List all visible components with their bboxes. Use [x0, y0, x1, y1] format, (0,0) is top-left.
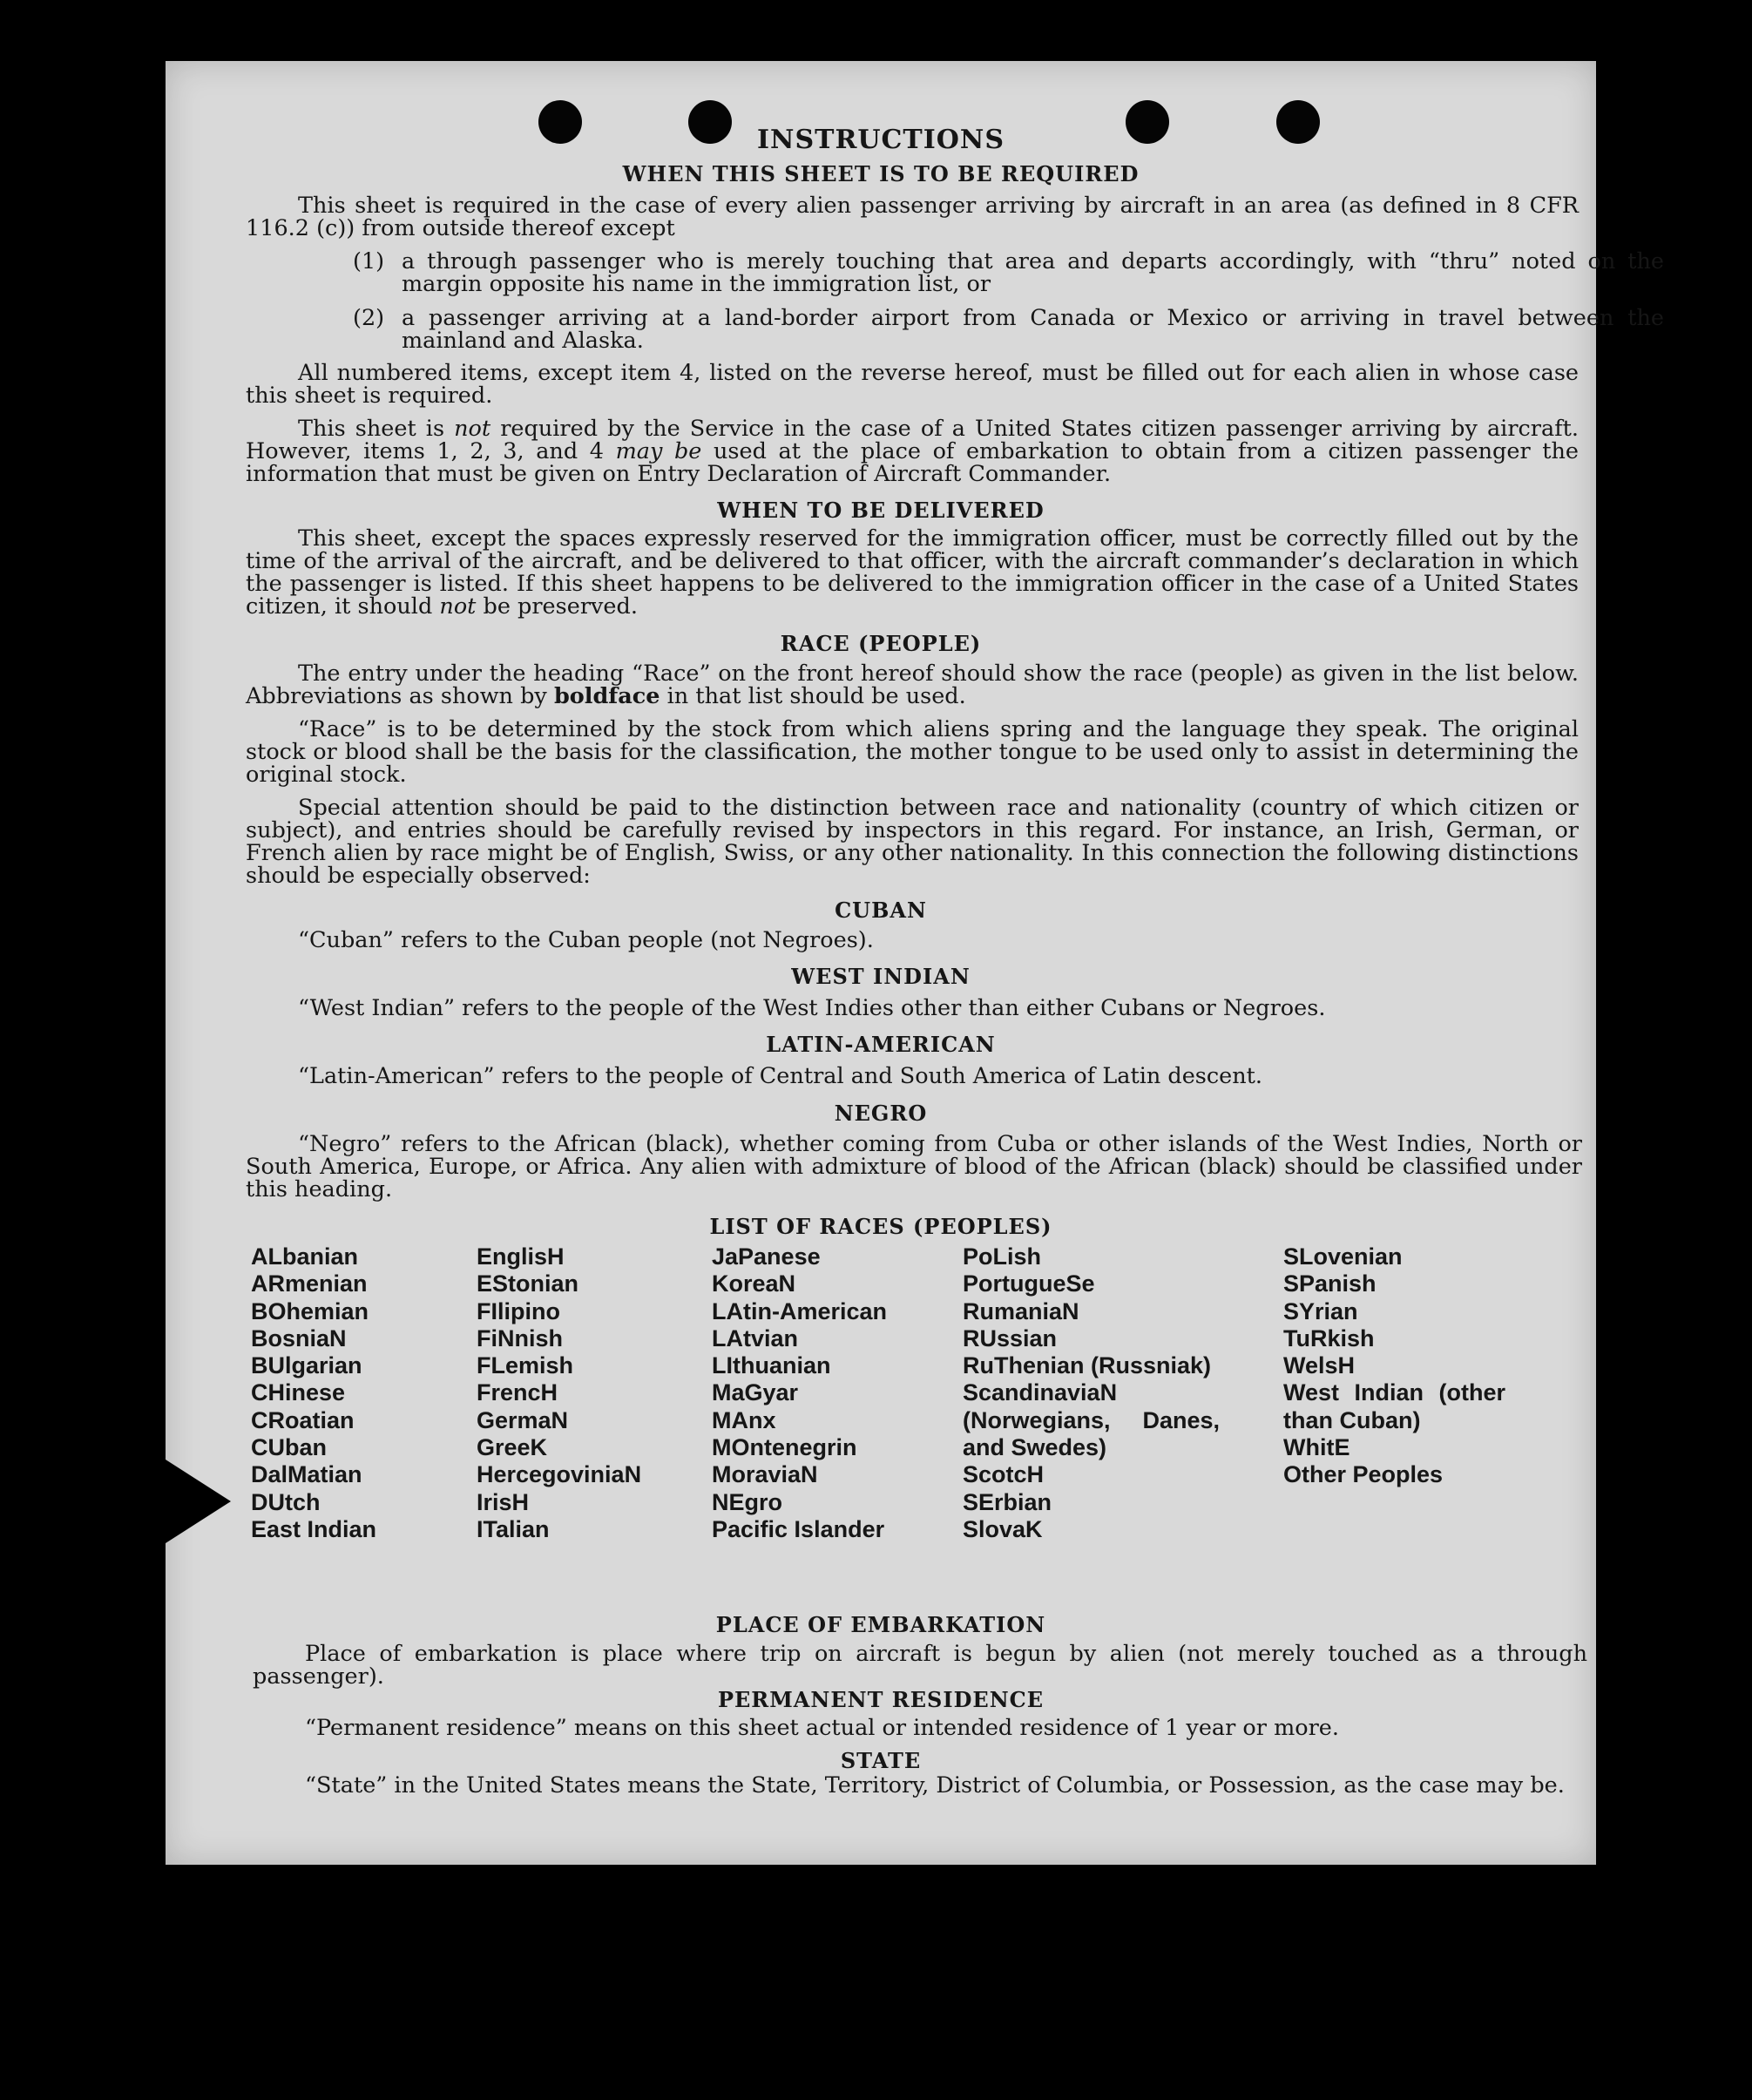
race-entry: MAnx — [712, 1406, 776, 1433]
paragraph: This sheet is not required by the Service in the case of a United States citizen passenger arriving by aircraft. However, items 1, 2, 3, and 4 may be used at the place of embarkation to obtain from a citizen passenger the information that must be given on Entry Declaration of Aircraft Commander. — [246, 416, 1579, 487]
race-entry: EnglisH — [477, 1243, 565, 1270]
race-list-column-5 — [1283, 1243, 1505, 1489]
paragraph: This sheet is required in the case of every alien passenger arriving by aircraft in an area (as defined in 8 CFR 116.2 (c)) from outside thereof except — [246, 193, 1579, 241]
race-entry: DUtch — [251, 1488, 321, 1515]
race-entry: RUssian — [963, 1324, 1058, 1351]
paragraph: Place of embarkation is place where trip on aircraft is begun by alien (not merely touched as a through passenger). — [253, 1641, 1587, 1690]
paragraph: “Negro” refers to the African (black), whether coming from Cuba or other islands of the West Indies, North or South America, Europe, or Africa. Any alien with admixture of blood of the African (black) should be classified under this heading. — [246, 1131, 1582, 1202]
paragraph: “Race” is to be determined by the stock from which aliens spring and the language they speak. The original stock or blood shall be the basis for the classification, the mother tongue to be used only to assist in determining the original stock. — [246, 716, 1579, 788]
race-entry: CRoatian — [251, 1406, 355, 1433]
race-entry: SPanish — [1283, 1270, 1377, 1297]
race-entry: East Indian — [251, 1515, 377, 1542]
race-entry: HercegoviniaN — [477, 1461, 642, 1488]
race-list-column-1 — [251, 1243, 460, 1543]
race-entry: RumaniaN — [963, 1297, 1079, 1324]
race-entry: WelsH — [1283, 1352, 1356, 1379]
race-entry: IrisH — [477, 1488, 530, 1515]
race-entry: ScandinaviaN (Norwegians, Danes, and Swedes) — [963, 1379, 1220, 1461]
race-list-column-3 — [712, 1243, 947, 1543]
race-entry: DalMatian — [251, 1461, 362, 1488]
race-entry: JaPanese — [712, 1243, 821, 1270]
section-heading: STATE — [840, 1748, 922, 1773]
section-heading: WHEN THIS SHEET IS TO BE REQUIRED — [622, 161, 1140, 186]
paragraph: “Latin-American” refers to the people of Central and South America of Latin descent. — [298, 1063, 1263, 1089]
race-entry: BosniaN — [251, 1324, 347, 1351]
race-entry: PortugueSe — [963, 1270, 1095, 1297]
race-entry: West Indian (other than Cuban) — [1283, 1379, 1505, 1433]
race-entry: MoraviaN — [712, 1461, 818, 1488]
race-entry: BOhemian — [251, 1297, 369, 1324]
race-entry: CUban — [251, 1434, 327, 1461]
section-heading: PLACE OF EMBARKATION — [715, 1612, 1046, 1637]
paragraph: All numbered items, except item 4, listed on the reverse hereof, must be filled out for each alien in whose case this sheet is required. — [246, 360, 1579, 409]
race-entry: FIlipino — [477, 1297, 560, 1324]
race-entry: RuThenian (Russniak) — [963, 1352, 1212, 1379]
paragraph: “West Indian” refers to the people of the West Indies other than either Cubans or Negroes. — [298, 995, 1326, 1021]
race-entry: LIthuanian — [712, 1352, 831, 1379]
instructions-text — [166, 61, 1664, 1865]
paragraph: This sheet, except the spaces expressly reserved for the immigration officer, must be correctly filled out by the time of the arrival of the aircraft, and be delivered to that officer, with the aircraft commander’s declaration in which the passenger is listed. If this sheet happens to be delivered to the immigration officer in the case of a United States citizen, it should not be preserved. — [246, 525, 1579, 620]
paragraph: “Permanent residence” means on this sheet actual or intended residence of 1 year or more. — [305, 1715, 1339, 1741]
section-heading: WHEN TO BE DELIVERED — [717, 498, 1045, 523]
race-entry: ITalian — [477, 1515, 550, 1542]
race-entry: GreeK — [477, 1434, 548, 1461]
race-entry: WhitE — [1283, 1434, 1350, 1461]
race-entry: BUlgarian — [251, 1352, 362, 1379]
race-entry: ScotcH — [963, 1461, 1045, 1488]
race-entry: ALbanian — [251, 1243, 359, 1270]
race-entry: NEgro — [712, 1488, 782, 1515]
paragraph: Special attention should be paid to the distinction between race and nationality (country of which citizen or subject), and entries should be carefully revised by inspectors in this regard. For instance, an Irish, German, or French alien by race might be of English, Swiss, or any other nationality. In this connection the following distinctions should be especially observed: — [246, 795, 1579, 889]
section-heading: LIST OF RACES (PEOPLES) — [709, 1214, 1052, 1239]
race-list-column-4 — [963, 1243, 1220, 1543]
race-entry: EStonian — [477, 1270, 579, 1297]
race-entry: LAtvian — [712, 1324, 799, 1351]
race-entry: MaGyar — [712, 1379, 799, 1406]
race-entry: KoreaN — [712, 1270, 796, 1297]
paragraph: “State” in the United States means the State, Territory, District of Columbia, or Possession, as the case may be. — [305, 1772, 1565, 1799]
race-entry: CHinese — [251, 1379, 346, 1406]
race-entry: Other Peoples — [1283, 1461, 1444, 1488]
race-entry: FiNnish — [477, 1324, 563, 1351]
section-heading: WEST INDIAN — [791, 964, 971, 989]
section-heading: CUBAN — [835, 898, 927, 923]
list-item: (1) a through passenger who is merely touching that area and departs accordingly, with “thru” noted on the margin opposite his name in the immigration list, or — [353, 248, 1664, 297]
race-entry: SlovaK — [963, 1515, 1043, 1542]
race-entry: FrencH — [477, 1379, 558, 1406]
race-entry: SErbian — [963, 1488, 1052, 1515]
race-entry: FLemish — [477, 1352, 574, 1379]
document-page — [166, 61, 1664, 1865]
race-entry: GermaN — [477, 1406, 569, 1433]
race-entry: MOntenegrin — [712, 1434, 857, 1461]
section-heading: NEGRO — [834, 1101, 928, 1126]
paragraph: “Cuban” refers to the Cuban people (not Negroes). — [298, 927, 874, 953]
page-title: INSTRUCTIONS — [757, 125, 1005, 155]
race-list-column-2 — [477, 1243, 703, 1543]
paragraph: The entry under the heading “Race” on the front hereof should show the race (people) as given in the list below. Abbreviations as shown by boldface in that list should be used. — [246, 660, 1579, 709]
section-heading: LATIN-AMERICAN — [766, 1032, 996, 1057]
race-entry: Pacific Islander — [712, 1515, 885, 1542]
race-entry: PoLish — [963, 1243, 1042, 1270]
race-entry: SLovenian — [1283, 1243, 1403, 1270]
list-item: (2) a passenger arriving at a land-border airport from Canada or Mexico or arriving in travel between the mainland and Alaska. — [353, 305, 1664, 354]
section-heading: RACE (PEOPLE) — [780, 631, 982, 656]
race-entry: SYrian — [1283, 1297, 1358, 1324]
race-entry: ARmenian — [251, 1270, 368, 1297]
section-heading: PERMANENT RESIDENCE — [717, 1687, 1045, 1712]
race-entry: TuRkish — [1283, 1324, 1375, 1351]
race-entry: LAtin-American — [712, 1297, 888, 1324]
